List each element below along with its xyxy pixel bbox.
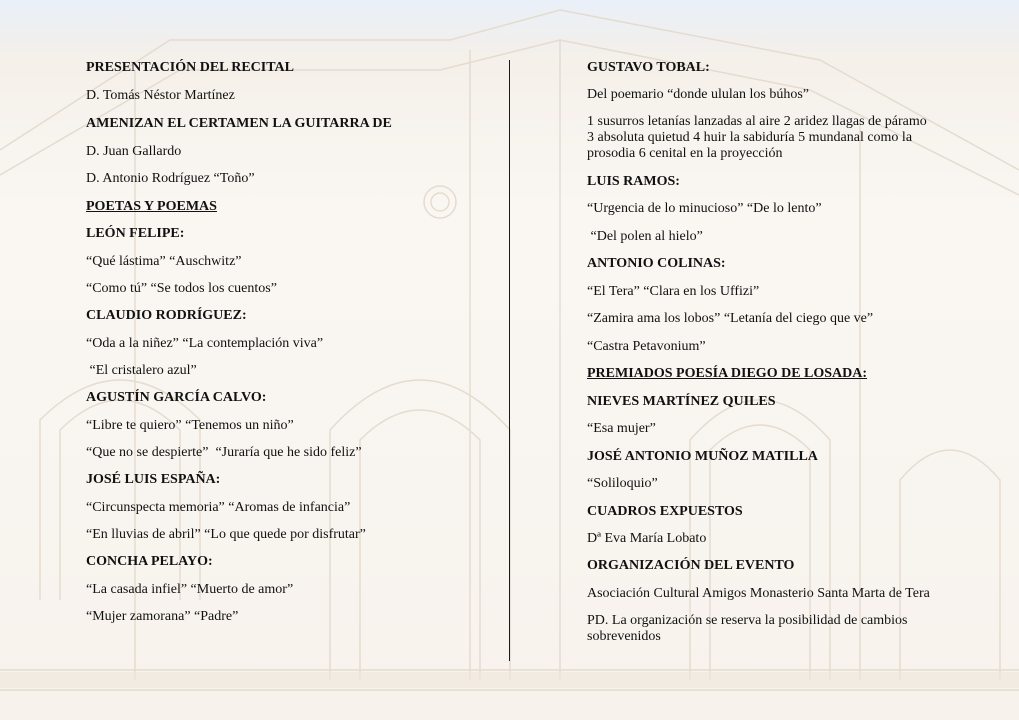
poem-list: “Oda a la niñez” “La contemplación viva”: [86, 336, 324, 351]
winner-name-jose-antonio: JOSÉ ANTONIO MUÑOZ MATILLA: [587, 449, 818, 464]
poet-name-antonio-colinas: ANTONIO COLINAS:: [587, 256, 726, 271]
poem-list: “Como tú” “Se todos los cuentos”: [86, 281, 277, 296]
guitarrista-1: D. Juan Gallardo: [86, 144, 182, 159]
poem-list: “Castra Petavonium”: [587, 339, 706, 354]
poem-list: “Circunspecta memoria” “Aromas de infancia”: [86, 500, 351, 515]
poem-list: “Que no se despierte” “Juraría que he sido feliz”: [86, 445, 362, 460]
poem-list: “Esa mujer”: [587, 421, 656, 436]
poet-name-leon-felipe: LEÓN FELIPE:: [86, 226, 185, 241]
cuadros-autora: Dª Eva María Lobato: [587, 531, 707, 546]
poem-list: “En lluvias de abril” “Lo que quede por disfrutar”: [86, 527, 366, 542]
organizacion-heading: ORGANIZACIÓN DEL EVENTO: [587, 558, 795, 573]
poet-name-jose-luis-espana: JOSÉ LUIS ESPAÑA:: [86, 472, 221, 487]
poet-name-agustin-garcia-calvo: AGUSTÍN GARCÍA CALVO:: [86, 390, 267, 405]
poem-list: “Qué lástima” “Auschwitz”: [86, 254, 242, 269]
presentacion-heading: PRESENTACIÓN DEL RECITAL: [86, 60, 294, 75]
poet-name-claudio-rodriguez: CLAUDIO RODRÍGUEZ:: [86, 308, 247, 323]
organizacion-nombre: Asociación Cultural Amigos Monasterio Santa Marta de Tera: [587, 586, 930, 601]
poem-list: “Urgencia de lo minucioso” “De lo lento”: [587, 201, 822, 216]
winner-name-nieves: NIEVES MARTÍNEZ QUILES: [587, 394, 776, 409]
premiados-heading: PREMIADOS POESÍA DIEGO DE LOSADA:: [587, 366, 868, 381]
poem-list: 1 susurros letanías lanzadas al aire 2 aridez llagas de páramo 3 absoluta quietud 4 huir la sabiduría 5 mundanal como la prosodia 6 cenital en la proyección: [587, 114, 927, 161]
poemario-title: Del poemario “donde ululan los búhos”: [587, 87, 810, 102]
amenizan-heading: AMENIZAN EL CERTAMEN LA GUITARRA DE: [86, 116, 392, 131]
poem-list: “Mujer zamorana” “Padre”: [86, 609, 239, 624]
right-column: [587, 56, 930, 645]
cuadros-heading: CUADROS EXPUESTOS: [587, 504, 743, 519]
poem-list: “Libre te quiero” “Tenemos un niño”: [86, 418, 294, 433]
poem-list: “Del polen al hielo”: [587, 229, 703, 244]
poem-list: “Zamira ama los lobos” “Letanía del ciego que ve”: [587, 311, 874, 326]
poet-name-gustavo-tobal: GUSTAVO TOBAL:: [587, 60, 710, 75]
poem-list: “El cristalero azul”: [86, 363, 197, 378]
column-divider: [509, 60, 510, 661]
poem-list: “Soliloquio”: [587, 476, 658, 491]
poet-name-luis-ramos: LUIS RAMOS:: [587, 174, 680, 189]
poem-list: “La casada infiel” “Muerto de amor”: [86, 582, 294, 597]
poetas-heading: POETAS Y POEMAS: [86, 199, 217, 214]
poem-list: “El Tera” “Clara en los Uffizi”: [587, 284, 760, 299]
presentador-name: D. Tomás Néstor Martínez: [86, 88, 235, 103]
left-column: [86, 56, 486, 625]
pd-note: PD. La organización se reserva la posibilidad de cambios sobrevenidos: [587, 613, 908, 644]
poet-name-concha-pelayo: CONCHA PELAYO:: [86, 554, 213, 569]
guitarrista-2: D. Antonio Rodríguez “Toño”: [86, 171, 255, 186]
